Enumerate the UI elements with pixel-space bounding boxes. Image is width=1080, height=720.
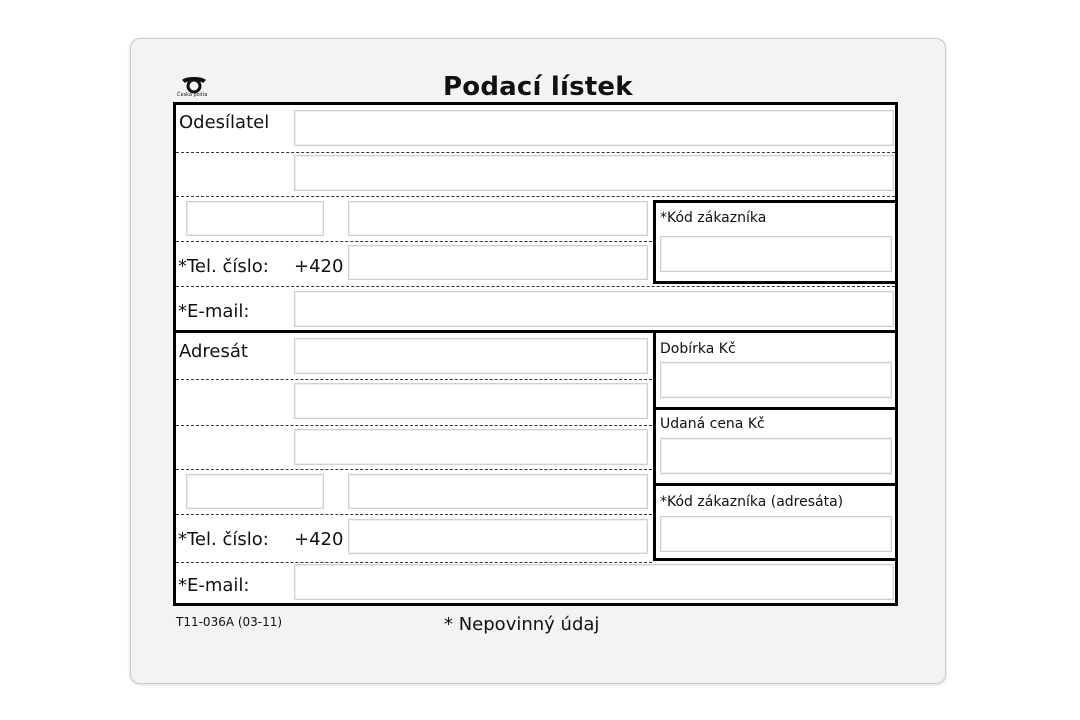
divider <box>176 562 652 563</box>
declared-value-field[interactable] <box>660 438 892 474</box>
column-divider <box>653 331 656 561</box>
sender-customer-code-field[interactable] <box>660 236 892 272</box>
recipient-phone-field[interactable] <box>348 519 648 554</box>
box-divider <box>655 483 897 486</box>
logo-text: Česká pošta <box>177 92 208 98</box>
recipient-customer-code-label: *Kód zákazníka (adresáta) <box>660 494 844 510</box>
sender-phone-field[interactable] <box>348 245 648 280</box>
recipient-street-field[interactable] <box>294 383 648 419</box>
form-code: T11-036A (03-11) <box>176 615 283 629</box>
recipient-phone-prefix: +420 <box>294 529 344 550</box>
recipient-phone-label: *Tel. číslo: <box>178 529 269 550</box>
sender-phone-prefix: +420 <box>294 256 344 277</box>
cod-amount-field[interactable] <box>660 362 892 398</box>
sender-customer-code-label: *Kód zákazníka <box>660 210 767 226</box>
recipient-address-field[interactable] <box>294 429 648 465</box>
sender-label: Odesílatel <box>179 112 270 133</box>
divider <box>176 152 895 153</box>
section-divider <box>175 330 897 333</box>
recipient-label: Adresát <box>179 341 248 362</box>
sender-email-field[interactable] <box>294 291 894 327</box>
recipient-city-field[interactable] <box>348 474 648 509</box>
recipient-email-label: *E-mail: <box>178 575 250 596</box>
sender-postcode-field[interactable] <box>186 201 324 236</box>
declared-value-label: Udaná cena Kč <box>660 416 765 432</box>
sender-street-field[interactable] <box>294 155 894 191</box>
divider <box>176 286 895 287</box>
sender-phone-label: *Tel. číslo: <box>178 256 269 277</box>
divider <box>176 379 652 380</box>
recipient-name-field[interactable] <box>294 338 648 374</box>
divider <box>176 469 652 470</box>
divider <box>176 196 895 197</box>
divider <box>176 425 652 426</box>
optional-note: * Nepovinný údaj <box>444 614 600 635</box>
divider <box>176 241 652 242</box>
divider <box>176 514 652 515</box>
recipient-postcode-field[interactable] <box>186 474 324 509</box>
recipient-customer-code-field[interactable] <box>660 516 892 552</box>
recipient-email-field[interactable] <box>294 564 894 600</box>
sender-email-label: *E-mail: <box>178 301 250 322</box>
form-title: Podací lístek <box>443 72 633 102</box>
sender-name-field[interactable] <box>294 110 894 146</box>
box-divider <box>653 558 897 561</box>
sender-city-field[interactable] <box>348 201 648 236</box>
box-divider <box>655 407 897 410</box>
cod-label: Dobírka Kč <box>660 341 736 357</box>
